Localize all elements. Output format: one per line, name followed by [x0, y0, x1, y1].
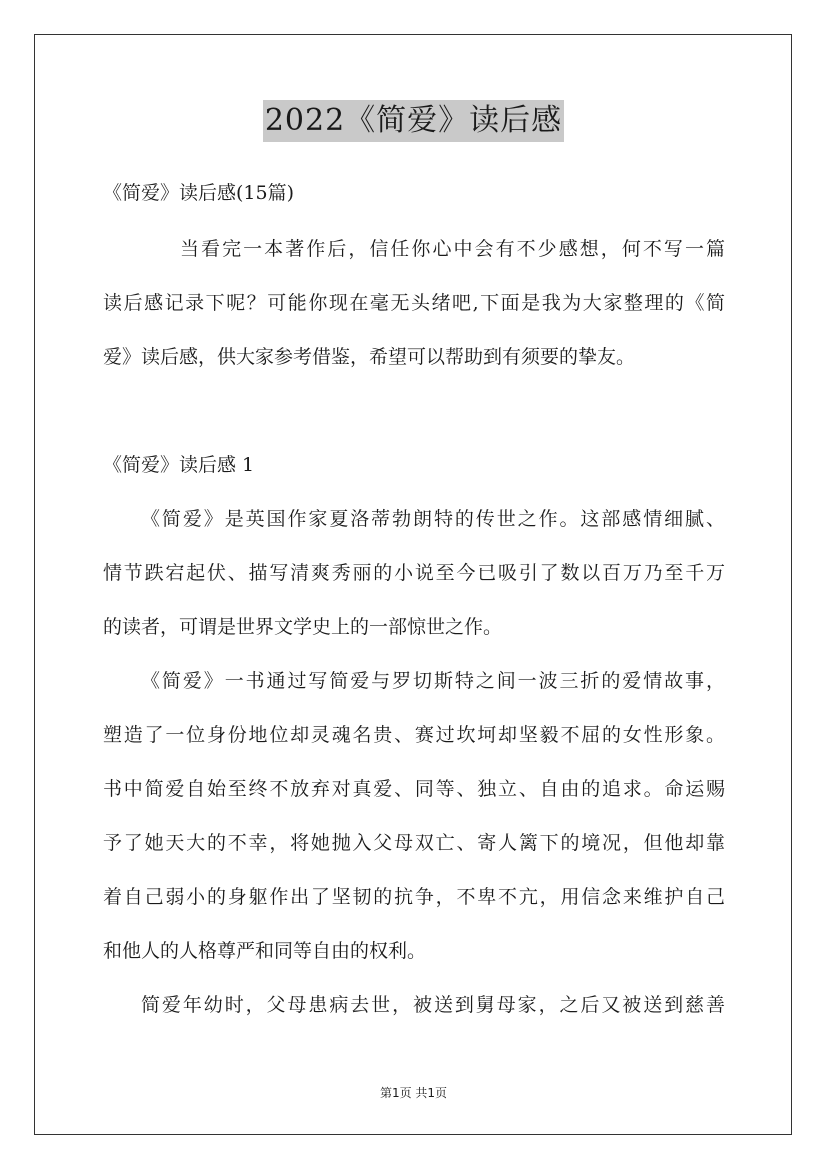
para2-line-6: 和他人的人格尊严和同等自由的权利。 [103, 940, 427, 962]
title-container [0, 100, 827, 142]
intro-line-2: 读后感记录下呢？可能你现在毫无头绪吧,下面是我为大家整理的《简 [103, 292, 725, 314]
para2-line-2: 塑造了一位身份地位却灵魂名贵、赛过坎坷却坚毅不屈的女性形象。 [103, 724, 725, 746]
para2-line-4: 予了她天大的不幸，将她抛入父母双亡、寄人篱下的境况，但他却靠 [103, 832, 725, 854]
document-subtitle: 《简爱》读后感(15篇) [103, 182, 295, 204]
para2-line-3: 书中简爱自始至终不放弃对真爱、同等、独立、自由的追求。命运赐 [103, 778, 725, 800]
para2-line-5: 着自己弱小的身躯作出了坚韧的抗争，不卑不亢，用信念来维护自己 [103, 886, 725, 908]
document-title: 2022《简爱》读后感 [263, 100, 564, 142]
para1-line-1: 《简爱》是英国作家夏洛蒂勃朗特的传世之作。这部感情细腻、 [141, 508, 725, 530]
section-heading: 《简爱》读后感 1 [103, 454, 255, 476]
page-footer: 第1页 共1页 [379, 1086, 448, 1100]
para1-line-3: 的读者，可谓是世界文学史上的一部惊世之作。 [103, 616, 503, 638]
para1-line-2: 情节跌宕起伏、描写清爽秀丽的小说至今已吸引了数以百万乃至千万 [103, 562, 725, 584]
para3-line-1: 简爱年幼时，父母患病去世，被送到舅母家，之后又被送到慈善 [141, 994, 725, 1016]
para2-line-1: 《简爱》一书通过写简爱与罗切斯特之间一波三折的爱情故事， [141, 670, 725, 692]
intro-line-1: 当看完一本著作后，信任你心中会有不少感想，何不写一篇 [180, 238, 725, 260]
intro-line-3: 爱》读后感，供大家参考借鉴，希望可以帮助到有须要的挚友。 [103, 346, 636, 368]
